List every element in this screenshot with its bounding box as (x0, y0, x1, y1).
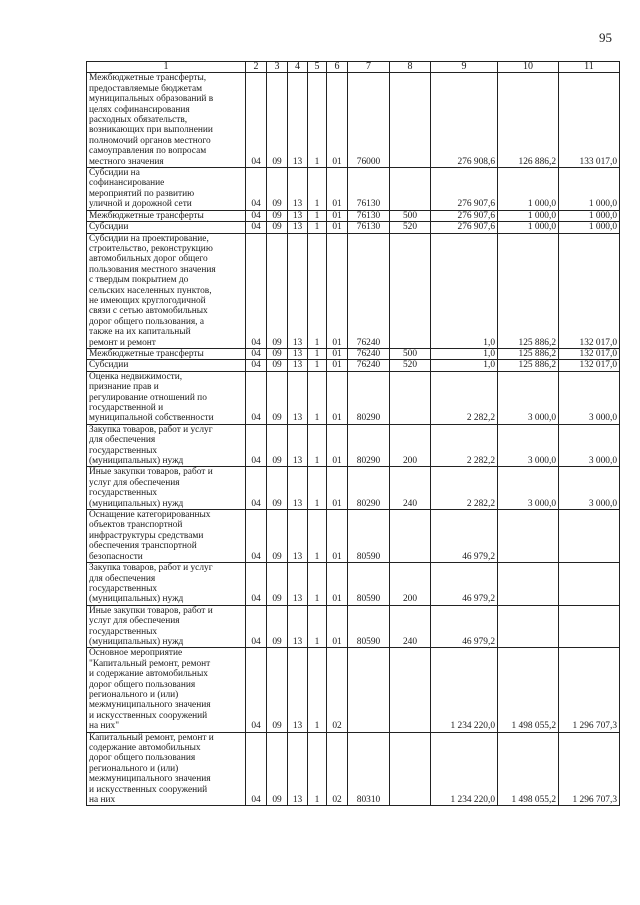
amount-col-10: 1 000,0 (498, 210, 559, 221)
column-header-8: 8 (390, 62, 431, 73)
code-expense-type (390, 732, 431, 806)
code-program: 13 (288, 424, 308, 467)
code-program: 13 (288, 348, 308, 359)
row-name: Закупка товаров, работ и услуг для обеспечения государственных (муниципальных) нужд (87, 563, 246, 606)
code-direction: 76130 (348, 222, 390, 233)
column-header-2: 2 (246, 62, 267, 73)
amount-col-10: 1 498 055,2 (498, 732, 559, 806)
code-subprogram: 1 (308, 222, 327, 233)
amount-col-10 (498, 510, 559, 563)
code-subsection: 09 (267, 210, 288, 221)
amount-col-9: 46 979,2 (431, 605, 498, 648)
amount-col-10: 125 886,2 (498, 360, 559, 371)
table-row (87, 732, 620, 806)
amount-col-9: 1 234 220,0 (431, 648, 498, 732)
code-expense-type (390, 648, 431, 732)
row-name: Закупка товаров, работ и услуг для обеспечения государственных (муниципальных) нужд (87, 424, 246, 467)
row-name: Основное мероприятие "Капитальный ремонт, ремонт и содержание автомобильных дорог общего пользования регионального и (или) межмуниципального значения и искусственных сооружений на них" (87, 648, 246, 732)
amount-col-9: 1,0 (431, 233, 498, 348)
table-row (87, 563, 620, 606)
amount-col-9: 2 282,2 (431, 424, 498, 467)
code-subsection: 09 (267, 222, 288, 233)
code-direction: 76000 (348, 73, 390, 168)
code-expense-type: 500 (390, 210, 431, 221)
amount-col-10: 1 000,0 (498, 222, 559, 233)
code-event: 01 (327, 222, 348, 233)
table-row (87, 73, 620, 168)
code-expense-type: 520 (390, 222, 431, 233)
code-direction: 80290 (348, 371, 390, 424)
code-program: 13 (288, 563, 308, 606)
code-subprogram: 1 (308, 424, 327, 467)
code-subprogram: 1 (308, 648, 327, 732)
budget-table (86, 61, 620, 806)
amount-col-11: 1 000,0 (559, 210, 620, 221)
code-direction: 80310 (348, 732, 390, 806)
code-direction: 76240 (348, 233, 390, 348)
column-header-1: 1 (87, 62, 246, 73)
code-subsection: 09 (267, 510, 288, 563)
code-subsection: 09 (267, 168, 288, 211)
code-program: 13 (288, 73, 308, 168)
row-name: Субсидии (87, 360, 246, 371)
code-section: 04 (246, 348, 267, 359)
amount-col-11: 132 017,0 (559, 360, 620, 371)
amount-col-9: 276 907,6 (431, 210, 498, 221)
amount-col-9: 276 907,6 (431, 222, 498, 233)
code-program: 13 (288, 371, 308, 424)
code-expense-type: 520 (390, 360, 431, 371)
amount-col-10: 1 000,0 (498, 168, 559, 211)
amount-col-11: 133 017,0 (559, 73, 620, 168)
column-header-7: 7 (348, 62, 390, 73)
code-program: 13 (288, 168, 308, 211)
table-row (87, 424, 620, 467)
code-subprogram: 1 (308, 732, 327, 806)
code-section: 04 (246, 233, 267, 348)
code-program: 13 (288, 467, 308, 510)
code-event: 01 (327, 73, 348, 168)
amount-col-9: 2 282,2 (431, 371, 498, 424)
code-expense-type (390, 233, 431, 348)
code-event: 01 (327, 424, 348, 467)
row-name: Межбюджетные трансферты (87, 348, 246, 359)
code-expense-type: 500 (390, 348, 431, 359)
code-section: 04 (246, 360, 267, 371)
code-program: 13 (288, 605, 308, 648)
code-subprogram: 1 (308, 73, 327, 168)
amount-col-11 (559, 563, 620, 606)
amount-col-9: 46 979,2 (431, 510, 498, 563)
code-event: 01 (327, 210, 348, 221)
code-event: 02 (327, 732, 348, 806)
code-section: 04 (246, 605, 267, 648)
code-subsection: 09 (267, 732, 288, 806)
row-name: Субсидии на софинансирование мероприятий по развитию уличной и дорожной сети (87, 168, 246, 211)
amount-col-9: 1,0 (431, 360, 498, 371)
code-event: 01 (327, 168, 348, 211)
code-expense-type (390, 168, 431, 211)
amount-col-11: 1 296 707,3 (559, 648, 620, 732)
row-name: Иные закупки товаров, работ и услуг для обеспечения государственных (муниципальных) нужд (87, 467, 246, 510)
code-expense-type: 200 (390, 424, 431, 467)
code-program: 13 (288, 648, 308, 732)
table-row (87, 168, 620, 211)
amount-col-11 (559, 510, 620, 563)
amount-col-9: 1,0 (431, 348, 498, 359)
code-subsection: 09 (267, 648, 288, 732)
amount-col-10: 3 000,0 (498, 467, 559, 510)
code-direction: 80290 (348, 467, 390, 510)
code-section: 04 (246, 424, 267, 467)
column-header-10: 10 (498, 62, 559, 73)
amount-col-11: 132 017,0 (559, 233, 620, 348)
amount-col-10: 125 886,2 (498, 348, 559, 359)
amount-col-11: 3 000,0 (559, 371, 620, 424)
row-name: Межбюджетные трансферты (87, 210, 246, 221)
row-name: Субсидии на проектирование, строительство, реконструкцию автомобильных дорог общего пользования местного значения с твердым покрытием до сельских населенных пунктов, не имеющих круглогодичной связи с сетью автомобильных дорог общего пользования, а также на их капитальный ремонт и ремонт (87, 233, 246, 348)
row-name: Межбюджетные трансферты, предоставляемые бюджетам муниципальных образований в целях софинансирования расходных обязательств, возникающих при выполнении полномочий органов местного самоуправления по вопросам местного значения (87, 73, 246, 168)
code-expense-type: 240 (390, 605, 431, 648)
amount-col-10: 3 000,0 (498, 424, 559, 467)
code-subprogram: 1 (308, 563, 327, 606)
amount-col-11: 3 000,0 (559, 467, 620, 510)
code-subsection: 09 (267, 73, 288, 168)
code-section: 04 (246, 222, 267, 233)
code-direction: 76240 (348, 360, 390, 371)
amount-col-10: 1 498 055,2 (498, 648, 559, 732)
amount-col-10: 3 000,0 (498, 371, 559, 424)
column-header-5: 5 (308, 62, 327, 73)
code-subsection: 09 (267, 424, 288, 467)
amount-col-9: 1 234 220,0 (431, 732, 498, 806)
code-program: 13 (288, 210, 308, 221)
amount-col-9: 46 979,2 (431, 563, 498, 606)
page-number: 95 (599, 30, 612, 45)
code-event: 01 (327, 605, 348, 648)
code-expense-type: 200 (390, 563, 431, 606)
code-event: 02 (327, 648, 348, 732)
column-header-4: 4 (288, 62, 308, 73)
code-direction: 80590 (348, 563, 390, 606)
code-subprogram: 1 (308, 467, 327, 510)
code-section: 04 (246, 732, 267, 806)
code-direction: 76240 (348, 348, 390, 359)
code-subsection: 09 (267, 360, 288, 371)
column-header-3: 3 (267, 62, 288, 73)
code-subprogram: 1 (308, 168, 327, 211)
table-row (87, 605, 620, 648)
amount-col-11 (559, 605, 620, 648)
code-expense-type (390, 73, 431, 168)
table-row (87, 348, 620, 359)
code-event: 01 (327, 371, 348, 424)
code-subprogram: 1 (308, 371, 327, 424)
code-expense-type (390, 371, 431, 424)
amount-col-11: 1 296 707,3 (559, 732, 620, 806)
column-header-6: 6 (327, 62, 348, 73)
code-event: 01 (327, 233, 348, 348)
code-direction: 76130 (348, 168, 390, 211)
amount-col-10: 126 886,2 (498, 73, 559, 168)
code-subsection: 09 (267, 348, 288, 359)
table-row (87, 371, 620, 424)
amount-col-10 (498, 563, 559, 606)
code-expense-type (390, 510, 431, 563)
code-subsection: 09 (267, 605, 288, 648)
row-name: Иные закупки товаров, работ и услуг для обеспечения государственных (муниципальных) нужд (87, 605, 246, 648)
code-section: 04 (246, 510, 267, 563)
code-section: 04 (246, 648, 267, 732)
table-header-row (87, 62, 620, 73)
amount-col-10 (498, 605, 559, 648)
code-event: 01 (327, 360, 348, 371)
code-subprogram: 1 (308, 510, 327, 563)
code-subprogram: 1 (308, 348, 327, 359)
code-section: 04 (246, 73, 267, 168)
code-subsection: 09 (267, 233, 288, 348)
row-name: Капитальный ремонт, ремонт и содержание автомобильных дорог общего пользования регионального и (или) межмуниципального значения и искусственных сооружений на них (87, 732, 246, 806)
code-direction (348, 648, 390, 732)
table-row (87, 233, 620, 348)
amount-col-9: 276 907,6 (431, 168, 498, 211)
code-subprogram: 1 (308, 233, 327, 348)
table-row (87, 360, 620, 371)
table-body (87, 73, 620, 806)
code-event: 01 (327, 467, 348, 510)
code-section: 04 (246, 563, 267, 606)
code-program: 13 (288, 222, 308, 233)
row-name: Субсидии (87, 222, 246, 233)
code-event: 01 (327, 510, 348, 563)
amount-col-11: 3 000,0 (559, 424, 620, 467)
code-event: 01 (327, 563, 348, 606)
amount-col-9: 2 282,2 (431, 467, 498, 510)
table-row (87, 648, 620, 732)
table-row (87, 210, 620, 221)
table-row (87, 222, 620, 233)
amount-col-9: 276 908,6 (431, 73, 498, 168)
row-name: Оценка недвижимости, признание прав и регулирование отношений по государственной и муниципальной собственности (87, 371, 246, 424)
amount-col-11: 1 000,0 (559, 168, 620, 211)
code-subprogram: 1 (308, 360, 327, 371)
code-program: 13 (288, 360, 308, 371)
code-event: 01 (327, 348, 348, 359)
code-program: 13 (288, 732, 308, 806)
code-subsection: 09 (267, 467, 288, 510)
code-subsection: 09 (267, 371, 288, 424)
code-subprogram: 1 (308, 605, 327, 648)
code-subsection: 09 (267, 563, 288, 606)
code-section: 04 (246, 168, 267, 211)
column-header-11: 11 (559, 62, 620, 73)
code-direction: 80290 (348, 424, 390, 467)
code-section: 04 (246, 467, 267, 510)
amount-col-10: 125 886,2 (498, 233, 559, 348)
code-program: 13 (288, 510, 308, 563)
code-direction: 80590 (348, 510, 390, 563)
table-row (87, 510, 620, 563)
code-expense-type: 240 (390, 467, 431, 510)
column-header-9: 9 (431, 62, 498, 73)
table-row (87, 467, 620, 510)
code-direction: 76130 (348, 210, 390, 221)
code-direction: 80590 (348, 605, 390, 648)
amount-col-11: 132 017,0 (559, 348, 620, 359)
amount-col-11: 1 000,0 (559, 222, 620, 233)
code-subprogram: 1 (308, 210, 327, 221)
code-section: 04 (246, 210, 267, 221)
code-program: 13 (288, 233, 308, 348)
code-section: 04 (246, 371, 267, 424)
row-name: Оснащение категорированных объектов транспортной инфраструктуры средствами обеспечения транспортной безопасности (87, 510, 246, 563)
